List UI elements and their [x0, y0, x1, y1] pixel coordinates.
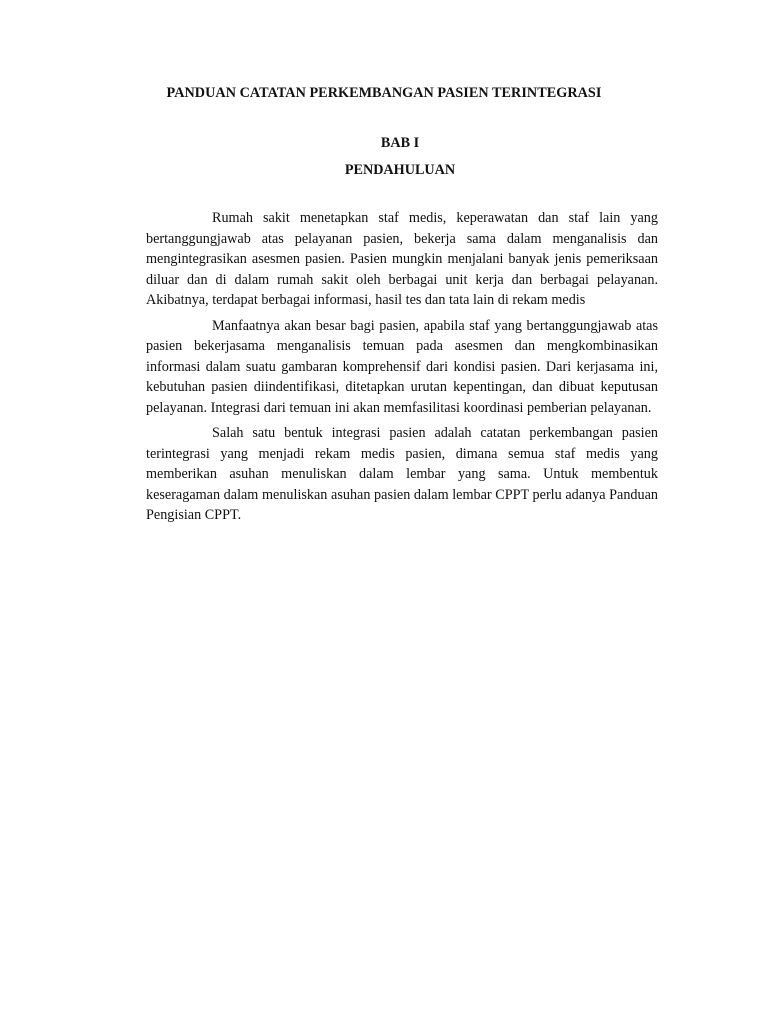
chapter-number: BAB I — [380, 135, 420, 151]
document-title: PANDUAN CATATAN PERKEMBANGAN PASIEN TERINTEGRASI — [166, 85, 602, 101]
chapter-title: PENDAHULUAN — [344, 162, 456, 178]
paragraph-3: Salah satu bentuk integrasi pasien adalah catatan perkembangan pasien terintegrasi yang menjadi rekam medis pasien, dimana semua staf medis yang memberikan asuhan menuliskan dalam lembar yang sama. Untuk membentuk keseragaman dalam menuliskan asuhan pasien dalam lembar CPPT perlu adanya Panduan Pengisian CPPT. — [146, 425, 658, 523]
paragraph-2: Manfaatnya akan besar bagi pasien, apabila staf yang bertanggungjawab atas pasien bekerjasama menganalisis temuan pada asesmen dan mengkombinasikan informasi dalam suatu gambaran komprehensif dari kondisi pasien. Dari kerjasama ini, kebutuhan pasien diindentifikasi, ditetapkan urutan kepentingan, dan dibuat keputusan pelayanan. Integrasi dari temuan ini akan memfasilitasi koordinasi pemberian pelayanan. — [146, 317, 658, 416]
paragraph-1: Rumah sakit menetapkan staf medis, keperawatan dan staf lain yang bertanggungjawab atas pelayanan pasien, bekerja sama dalam menganalisis dan mengintegrasikan asesmen pasien. Pasien mungkin menjalani banyak jenis pemeriksaan diluar dan di dalam rumah sakit oleh berbagai unit kerja dan berbagai pelayanan. Akibatnya, terdapat berbagai informasi, hasil tes dan tata lain di rekam medis — [146, 210, 658, 308]
body-text — [146, 208, 658, 531]
